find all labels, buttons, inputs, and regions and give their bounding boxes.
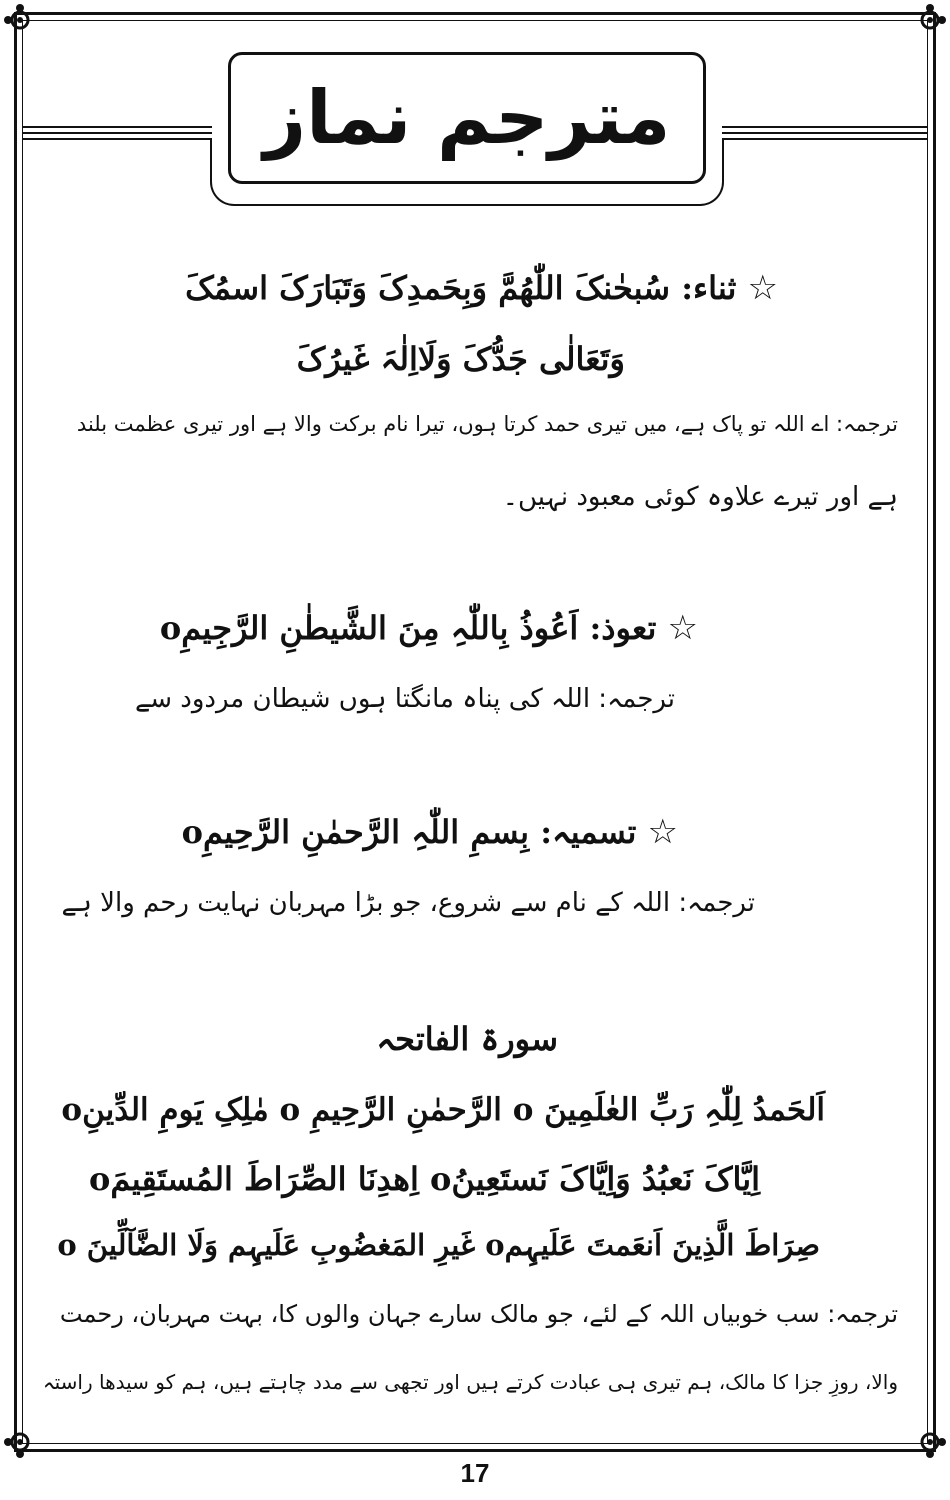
sana-arabic-line-2: وَتَعَالٰی جَدُّکَ وَلَااِلٰہَ غَیرُکَ <box>296 340 625 378</box>
corner-ornament-icon <box>912 1424 948 1460</box>
fatiha-arabic-line-1: اَلحَمدُ لِلّٰہِ رَبِّ العٰلَمِینَ o الرَّحمٰنِ الرَّحِیمِ o مٰلِکِ یَومِ الدِّینِo <box>61 1092 825 1128</box>
page-number: 17 <box>460 1458 490 1488</box>
fatiha-translation-line-2: والا، روزِ جزا کا مالک، ہم تیری ہی عبادت کرتے ہیں اور تجھی سے مدد چاہتے ہیں، ہم کو سیدھا راستہ <box>42 1370 898 1394</box>
taawwuz-label: تعوذ: <box>589 609 657 647</box>
tasmiya-label: تسمیہ: <box>540 813 637 851</box>
title-rule-left <box>22 126 212 148</box>
corner-ornament-icon <box>2 1424 38 1460</box>
star-icon: ☆ <box>667 608 698 648</box>
title-rule-right <box>722 126 928 148</box>
taawwuz-translation: ترجمہ: اللہ کی پناہ مانگتا ہوں شیطان مردود سے <box>134 684 675 714</box>
fatiha-arabic-line-3: صِرَاطَ الَّذِینَ اَنعَمتَ عَلَیہِمo غَیرِ المَغضُوبِ عَلَیہِم وَلَا الضَّآلِّینَ o <box>57 1228 820 1262</box>
tasmiya-line <box>182 812 678 852</box>
tasmiya-arabic: بِسمِ اللّٰہِ الرَّحمٰنِ الرَّحِیمِo <box>181 813 530 851</box>
corner-ornament-icon <box>912 2 948 38</box>
tasmiya-translation: ترجمہ: اللہ کے نام سے شروع، جو بڑا مہربان نہایت رحم والا ہے <box>61 888 755 918</box>
sana-line-1 <box>185 268 778 308</box>
fatiha-heading: سورۃ الفاتحہ <box>376 1020 558 1058</box>
sana-label: ثناء: <box>681 269 737 307</box>
taawwuz-line <box>160 608 698 648</box>
sana-translation-line-2: ہے اور تیرے علاوہ کوئی معبود نہیں۔ <box>502 482 898 512</box>
corner-ornament-icon <box>2 2 38 38</box>
taawwuz-arabic: اَعُوذُ بِاللّٰہِ مِنَ الشَّیطٰنِ الرَّجِیمِo <box>159 609 579 647</box>
star-icon: ☆ <box>647 812 678 852</box>
fatiha-translation-line-1: ترجمہ: سب خوبیاں اللہ کے لئے، جو مالک سارے جہان والوں کا، بہت مہربان، رحمت <box>59 1300 898 1328</box>
fatiha-arabic-line-2: اِیَّاکَ نَعبُدُ وَاِیَّاکَ نَستَعِینُo اِھدِنَا الصِّرَاطَ المُستَقِیمَo <box>89 1160 760 1198</box>
sana-translation-line-1: ترجمہ: اے اللہ تو پاک ہے، میں تیری حمد کرتا ہوں، تیرا نام برکت والا ہے اور تیری عظمت بلند <box>76 412 898 436</box>
star-icon: ☆ <box>747 268 778 308</box>
page-title: مترجم نماز <box>263 75 671 161</box>
sana-arabic-line-1: سُبحٰنکَ اللّٰھُمَّ وَبِحَمدِکَ وَتَبَارَکَ اسمُکَ <box>185 269 671 307</box>
